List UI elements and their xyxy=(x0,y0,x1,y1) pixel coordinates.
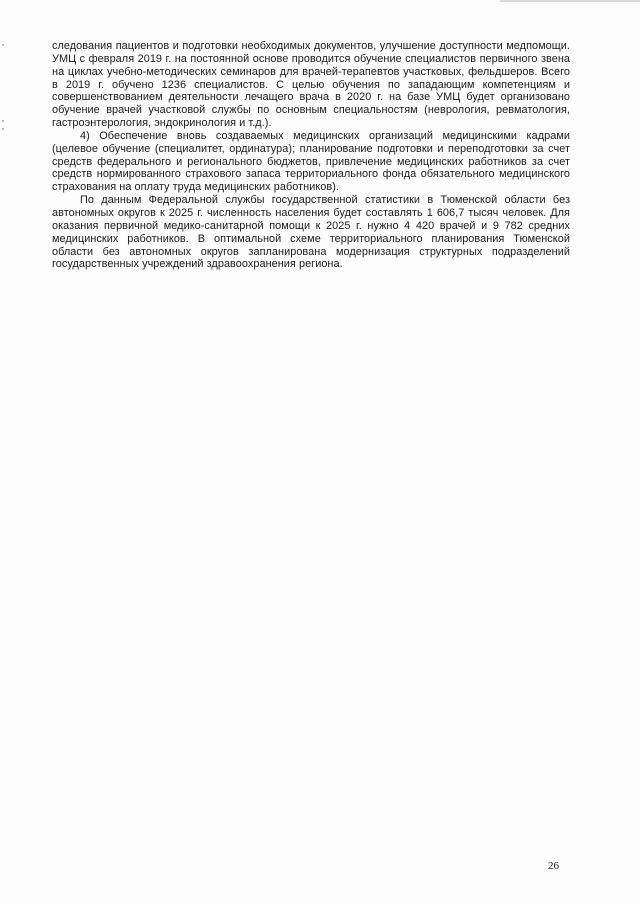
paragraph-continuation: следования пациентов и подготовки необходимых документов, улучшение доступности медпомощи. УМЦ с февраля 2019 г. на постоянной основе проводится обучение специалистов первичного звена на циклах учебно-методических семинаров для врачей-терапевтов участковых, фельдшеров. Всего в 2019 г. обучено 1236 специалистов. С целью обучения по западающим компетенциям и совершенствованием деятельности лечащего врача в 2020 г. на базе УМЦ будет организовано обучение врачей участковой службы по основным специальностям (неврология, ревматология, гастроэнтерология, эндокринология и т.д.). xyxy=(52,40,570,130)
scan-mark xyxy=(2,120,4,122)
scan-mark xyxy=(2,44,4,46)
paragraph-statistics: По данным Федеральной службы государственной статистики в Тюменской области без автономных округов к 2025 г. численность населения будет составлять 1 606,7 тысяч человек. Для оказания первичной медико-санитарной помощи к 2025 г. нужно 4 420 врачей и 9 782 средних медицинских работников. В оптимальной схеме территориального планирования Тюменской области без автономных округов запланирована модернизация структурных подразделений государственных учреждений здравоохранения региона. xyxy=(52,194,570,271)
page-number: 26 xyxy=(548,860,559,872)
scan-mark xyxy=(2,128,4,130)
scan-edge xyxy=(500,0,640,2)
paragraph-staffing: 4) Обеспечение вновь создаваемых медицинских организаций медицинскими кадрами (целевое обучение (специалитет, ординатура); планирование подготовки и переподготовки за счет средств федерального и регионального бюджетов, привлечение медицинских работников за счет средств нормированного страхового запаса территориального фонда обязательного медицинского страхования на оплату труда медицинских работников). xyxy=(52,129,570,194)
body-text xyxy=(52,40,570,271)
